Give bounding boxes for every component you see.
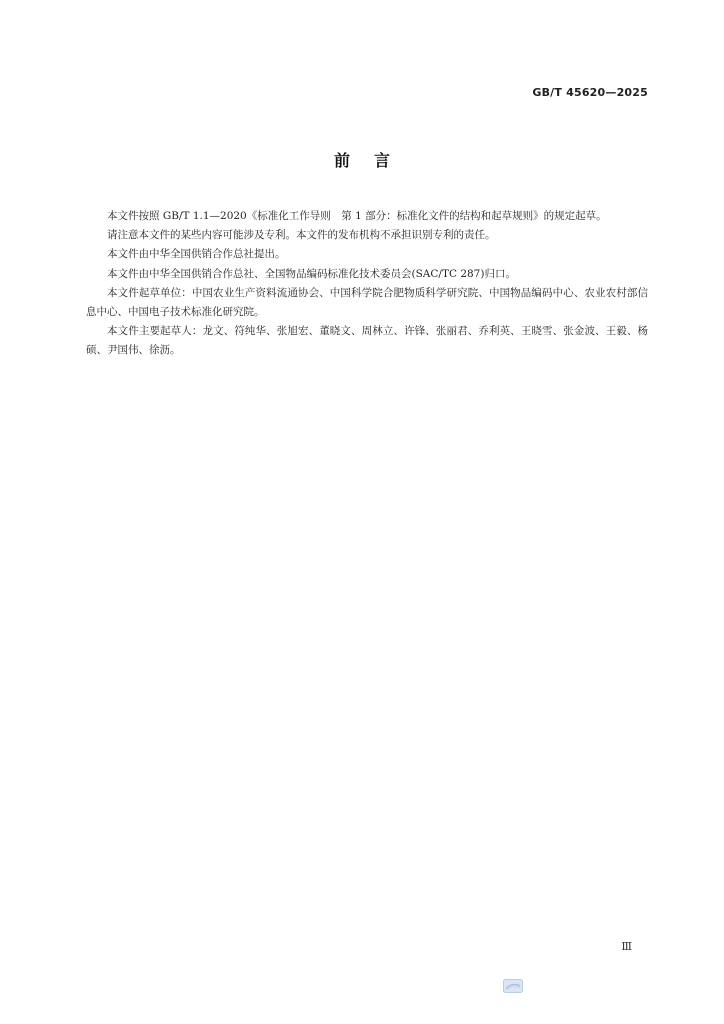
paragraph-proposed-by: 本文件由中华全国供销合作总社提出。 bbox=[107, 248, 286, 261]
paragraph-main-drafters: 本文件主要起草人：龙文、符纯华、张旭宏、董晓文、周林立、许锋、张丽君、乔利英、王晓雪、张金波、王毅、杨硕、尹国伟、徐沥。 bbox=[86, 325, 648, 357]
foreword-body bbox=[86, 207, 648, 361]
paragraph-centralized-by: 本文件由中华全国供销合作总社、全国物品编码标准化技术委员会(SAC/TC 287)归口。 bbox=[107, 267, 516, 280]
page-title: 前言 bbox=[333, 151, 414, 170]
paragraph-patent-notice: 请注意本文件的某些内容可能涉及专利。本文件的发布机构不承担识别专利的责任。 bbox=[107, 229, 496, 242]
paragraph-drafting-rules: 本文件按照 GB/T 1.1—2020《标准化工作导则 第 1 部分：标准化文件的结构和起草规则》的规定起草。 bbox=[107, 210, 607, 222]
sac-logo-watermark bbox=[503, 979, 523, 993]
paragraph-drafting-units: 本文件起草单位：中国农业生产资料流通协会、中国科学院合肥物质科学研究院、中国物品编码中心、农业农村部信息中心、中国电子技术标准化研究院。 bbox=[86, 286, 648, 319]
page-number: Ⅲ bbox=[621, 940, 632, 953]
standard-number: GB/T 45620—2025 bbox=[532, 86, 648, 99]
